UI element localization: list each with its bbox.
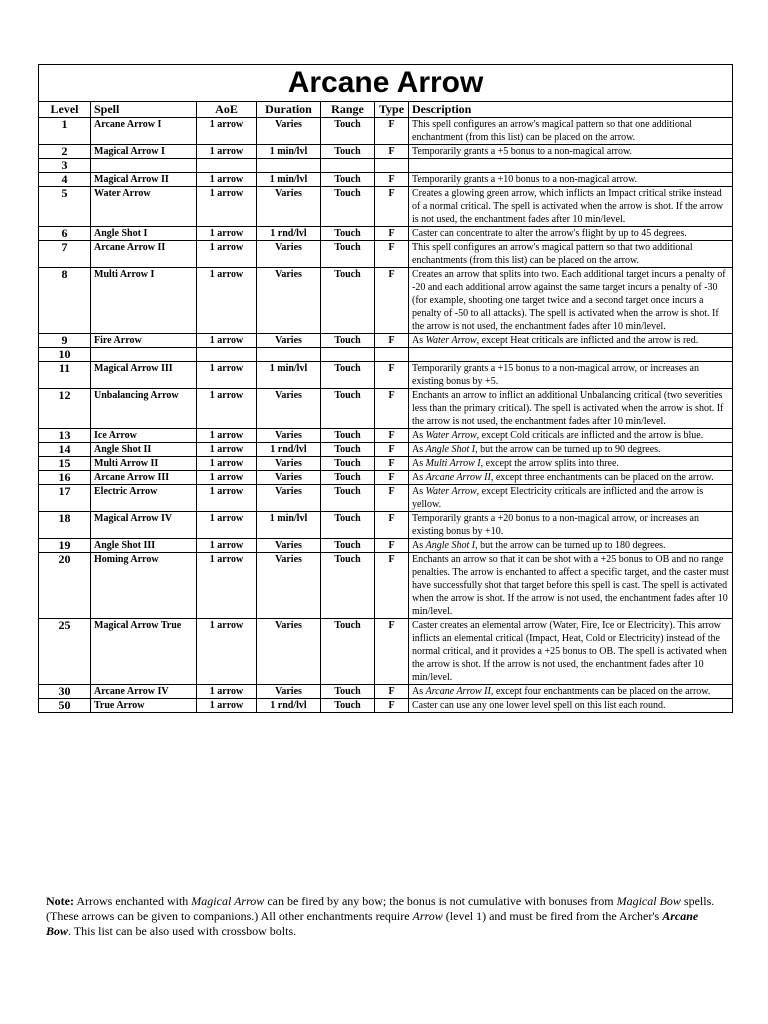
description-text: As (412, 486, 426, 497)
table-row (39, 241, 733, 268)
header-row (39, 102, 733, 118)
type-cell: F (375, 173, 409, 187)
level-cell: 2 (39, 145, 91, 159)
range-cell: Touch (321, 268, 375, 334)
description-cell: Enchants an arrow so that it can be shot with a +25 bonus to OB and no range penalties. The arrow is enchanted to affect a specific target, and the caster must have successfully shot that target before this spell is cast. The spell is activated when the arrow is shot. If the arrow is not used, the enchantment fades after 10 min/level. (409, 553, 733, 619)
table-row (39, 173, 733, 187)
note-text: can be fired by any bow; the bonus is not cumulative with bonuses from (264, 894, 617, 908)
duration-cell (257, 348, 321, 362)
description-cell (409, 348, 733, 362)
level-cell: 16 (39, 471, 91, 485)
range-cell: Touch (321, 241, 375, 268)
spell-cell: Homing Arrow (91, 553, 197, 619)
note-emphasis: Arrow (412, 909, 443, 923)
range-cell: Touch (321, 471, 375, 485)
range-cell: Touch (321, 457, 375, 471)
type-cell: F (375, 485, 409, 512)
description-cell: Temporarily grants a +10 bonus to a non-magical arrow. (409, 173, 733, 187)
level-cell: 3 (39, 159, 91, 173)
description-cell: Caster can use any one lower level spell on this list each round. (409, 699, 733, 713)
spell-cell: Multi Arrow II (91, 457, 197, 471)
header-description: Description (409, 102, 733, 118)
description-text: , but the arrow can be turned up to 180 degrees. (475, 540, 666, 551)
description-cell: Temporarily grants a +20 bonus to a non-magical arrow, or increases an existing bonus by +10. (409, 512, 733, 539)
type-cell: F (375, 471, 409, 485)
description-emphasis: Multi Arrow I (425, 458, 481, 469)
table-row (39, 685, 733, 699)
aoe-cell: 1 arrow (197, 145, 257, 159)
spell-cell: Arcane Arrow II (91, 241, 197, 268)
duration-cell: Varies (257, 485, 321, 512)
description-cell: This spell configures an arrow's magical pattern so that one additional enchantment (from this list) can be placed on the arrow. (409, 118, 733, 145)
level-cell: 7 (39, 241, 91, 268)
description-cell (409, 685, 733, 699)
aoe-cell: 1 arrow (197, 268, 257, 334)
level-cell: 4 (39, 173, 91, 187)
duration-cell: 1 min/lvl (257, 173, 321, 187)
range-cell: Touch (321, 539, 375, 553)
note-emphasis: Arcane Bow (46, 909, 699, 938)
duration-cell (257, 159, 321, 173)
table-row (39, 145, 733, 159)
aoe-cell (197, 159, 257, 173)
aoe-cell: 1 arrow (197, 485, 257, 512)
level-cell: 50 (39, 699, 91, 713)
level-cell: 20 (39, 553, 91, 619)
table-row (39, 429, 733, 443)
aoe-cell: 1 arrow (197, 619, 257, 685)
level-cell: 9 (39, 334, 91, 348)
table-row (39, 159, 733, 173)
spell-cell: True Arrow (91, 699, 197, 713)
level-cell: 25 (39, 619, 91, 685)
range-cell: Touch (321, 699, 375, 713)
level-cell: 10 (39, 348, 91, 362)
table-row (39, 512, 733, 539)
spell-table (38, 64, 733, 713)
spell-cell: Magical Arrow I (91, 145, 197, 159)
aoe-cell: 1 arrow (197, 334, 257, 348)
type-cell (375, 348, 409, 362)
duration-cell: Varies (257, 471, 321, 485)
description-cell: Temporarily grants a +5 bonus to a non-magical arrow. (409, 145, 733, 159)
type-cell: F (375, 118, 409, 145)
aoe-cell: 1 arrow (197, 173, 257, 187)
type-cell: F (375, 553, 409, 619)
level-cell: 18 (39, 512, 91, 539)
note-text: Arrows enchanted with (73, 894, 192, 908)
spell-cell: Fire Arrow (91, 334, 197, 348)
description-cell: Enchants an arrow to inflict an additional Unbalancing critical (two severities less than the primary critical). The spell is activated when the arrow is shot. If the arrow is not used, the enchantment fades after 10 min/level. (409, 389, 733, 429)
duration-cell: 1 min/lvl (257, 362, 321, 389)
description-text: As (412, 444, 426, 455)
aoe-cell: 1 arrow (197, 362, 257, 389)
header-duration: Duration (257, 102, 321, 118)
description-emphasis: Water Arrow (425, 335, 477, 346)
table-row (39, 471, 733, 485)
description-text: As (412, 458, 426, 469)
duration-cell: 1 min/lvl (257, 145, 321, 159)
duration-cell: Varies (257, 334, 321, 348)
description-text: , except Cold criticals are inflicted and the arrow is blue. (476, 430, 704, 441)
duration-cell: Varies (257, 553, 321, 619)
level-cell: 11 (39, 362, 91, 389)
description-text: As (412, 540, 426, 551)
duration-cell: Varies (257, 187, 321, 227)
header-level: Level (39, 102, 91, 118)
duration-cell: Varies (257, 619, 321, 685)
range-cell: Touch (321, 145, 375, 159)
type-cell: F (375, 619, 409, 685)
description-cell (409, 443, 733, 457)
duration-cell: 1 rnd/lvl (257, 443, 321, 457)
type-cell: F (375, 187, 409, 227)
spell-cell: Magical Arrow II (91, 173, 197, 187)
type-cell: F (375, 389, 409, 429)
aoe-cell: 1 arrow (197, 227, 257, 241)
type-cell: F (375, 227, 409, 241)
header-type: Type (375, 102, 409, 118)
spell-cell: Angle Shot I (91, 227, 197, 241)
description-emphasis: Angle Shot I (425, 444, 476, 455)
duration-cell: Varies (257, 389, 321, 429)
aoe-cell: 1 arrow (197, 241, 257, 268)
type-cell: F (375, 512, 409, 539)
type-cell: F (375, 334, 409, 348)
description-emphasis: Angle Shot I (425, 540, 476, 551)
type-cell (375, 159, 409, 173)
duration-cell: Varies (257, 457, 321, 471)
type-cell: F (375, 457, 409, 471)
spell-cell: Unbalancing Arrow (91, 389, 197, 429)
description-text: , except the arrow splits into three. (480, 458, 619, 469)
header-spell: Spell (91, 102, 197, 118)
spell-cell: Arcane Arrow III (91, 471, 197, 485)
aoe-cell (197, 348, 257, 362)
description-text: , except three enchantments can be placed on the arrow. (490, 472, 714, 483)
range-cell: Touch (321, 334, 375, 348)
range-cell: Touch (321, 389, 375, 429)
table-row (39, 485, 733, 512)
level-cell: 6 (39, 227, 91, 241)
range-cell: Touch (321, 485, 375, 512)
aoe-cell: 1 arrow (197, 553, 257, 619)
table-row (39, 118, 733, 145)
aoe-cell: 1 arrow (197, 457, 257, 471)
aoe-cell: 1 arrow (197, 443, 257, 457)
aoe-cell: 1 arrow (197, 187, 257, 227)
level-cell: 14 (39, 443, 91, 457)
spell-cell: Ice Arrow (91, 429, 197, 443)
note-emphasis: Magical Arrow (191, 894, 265, 908)
table-row (39, 348, 733, 362)
aoe-cell: 1 arrow (197, 429, 257, 443)
level-cell: 15 (39, 457, 91, 471)
aoe-cell: 1 arrow (197, 512, 257, 539)
spell-cell: Magical Arrow IV (91, 512, 197, 539)
spell-cell (91, 159, 197, 173)
description-cell: Creates a glowing green arrow, which inflicts an Impact critical strike instead of a normal critical. The spell is activated when the arrow is shot. If the arrow is not used, the enchantment fades after 10 min/level. (409, 187, 733, 227)
type-cell: F (375, 429, 409, 443)
type-cell: F (375, 241, 409, 268)
description-cell (409, 159, 733, 173)
aoe-cell: 1 arrow (197, 685, 257, 699)
description-text: , except Heat criticals are inflicted and the arrow is red. (476, 335, 699, 346)
range-cell (321, 159, 375, 173)
description-cell (409, 485, 733, 512)
description-text: As (412, 472, 426, 483)
header-range: Range (321, 102, 375, 118)
description-text: , except Electricity criticals are inflicted and the arrow is yellow. (412, 486, 704, 510)
range-cell: Touch (321, 619, 375, 685)
description-cell (409, 334, 733, 348)
table-row (39, 553, 733, 619)
table-row (39, 389, 733, 429)
note-text: . This list can be also used with crossbow bolts. (68, 924, 297, 938)
type-cell: F (375, 362, 409, 389)
note-label: Note: (46, 894, 74, 908)
level-cell: 12 (39, 389, 91, 429)
spell-cell: Magical Arrow III (91, 362, 197, 389)
level-cell: 19 (39, 539, 91, 553)
spell-cell (91, 348, 197, 362)
description-emphasis: Arcane Arrow II (425, 472, 491, 483)
table-row (39, 539, 733, 553)
spell-cell: Arcane Arrow IV (91, 685, 197, 699)
type-cell: F (375, 539, 409, 553)
level-cell: 17 (39, 485, 91, 512)
level-cell: 30 (39, 685, 91, 699)
range-cell: Touch (321, 685, 375, 699)
aoe-cell: 1 arrow (197, 118, 257, 145)
table-row (39, 457, 733, 471)
type-cell: F (375, 145, 409, 159)
aoe-cell: 1 arrow (197, 389, 257, 429)
table-row (39, 443, 733, 457)
range-cell: Touch (321, 187, 375, 227)
description-cell: Temporarily grants a +15 bonus to a non-magical arrow, or increases an existing bonus by +5. (409, 362, 733, 389)
description-emphasis: Water Arrow (425, 430, 477, 441)
table-row (39, 227, 733, 241)
spell-cell: Magical Arrow True (91, 619, 197, 685)
description-cell (409, 429, 733, 443)
range-cell (321, 348, 375, 362)
duration-cell: Varies (257, 539, 321, 553)
duration-cell: Varies (257, 268, 321, 334)
type-cell: F (375, 268, 409, 334)
spell-cell: Arcane Arrow I (91, 118, 197, 145)
range-cell: Touch (321, 553, 375, 619)
note-text: spells. (These arrows can be given to companions.) All other enchantments require (46, 894, 715, 923)
spell-cell: Multi Arrow I (91, 268, 197, 334)
page-title: Arcane Arrow (39, 65, 733, 102)
spell-cell: Electric Arrow (91, 485, 197, 512)
type-cell: F (375, 699, 409, 713)
description-text: As (412, 430, 426, 441)
type-cell: F (375, 685, 409, 699)
spell-cell: Water Arrow (91, 187, 197, 227)
range-cell: Touch (321, 429, 375, 443)
level-cell: 1 (39, 118, 91, 145)
level-cell: 13 (39, 429, 91, 443)
spell-list-sheet (38, 64, 732, 713)
range-cell: Touch (321, 362, 375, 389)
description-cell (409, 539, 733, 553)
note-emphasis: Magical Bow (616, 894, 681, 908)
description-text: As (412, 686, 426, 697)
range-cell: Touch (321, 512, 375, 539)
range-cell: Touch (321, 443, 375, 457)
spell-cell: Angle Shot III (91, 539, 197, 553)
header-aoe: AoE (197, 102, 257, 118)
note-text: (level 1) and must be fired from the Archer's (442, 909, 663, 923)
description-text: As (412, 335, 426, 346)
duration-cell: Varies (257, 685, 321, 699)
description-cell: Caster can concentrate to alter the arrow's flight by up to 45 degrees. (409, 227, 733, 241)
description-cell: Caster creates an elemental arrow (Water, Fire, Ice or Electricity). This arrow inflicts an elemental critical (Impact, Heat, Cold or Electricity) instead of the normal critical, and it provides a +25 bonus to OB. The spell is activated when the arrow is shot. If the arrow is not used, the enchantment fades after 10 min/level. (409, 619, 733, 685)
duration-cell: Varies (257, 118, 321, 145)
duration-cell: 1 rnd/lvl (257, 699, 321, 713)
description-cell (409, 457, 733, 471)
range-cell: Touch (321, 173, 375, 187)
level-cell: 5 (39, 187, 91, 227)
spell-cell: Angle Shot II (91, 443, 197, 457)
table-row (39, 334, 733, 348)
table-row (39, 268, 733, 334)
aoe-cell: 1 arrow (197, 471, 257, 485)
description-cell: This spell configures an arrow's magical pattern so that two additional enchantments (from this list) can be placed on the arrow. (409, 241, 733, 268)
table-row (39, 362, 733, 389)
table-row (39, 187, 733, 227)
range-cell: Touch (321, 227, 375, 241)
description-emphasis: Water Arrow (425, 486, 477, 497)
aoe-cell: 1 arrow (197, 699, 257, 713)
description-cell (409, 471, 733, 485)
type-cell: F (375, 443, 409, 457)
description-cell: Creates an arrow that splits into two. Each additional target incurs a penalty of -20 and each additional arrow against the same target incurs a penalty of -30 (for example, shooting one target twice and a second target once incurs a penalty of -50 to all attacks). The spell is activated when the arrow is shot. If the arrow is not used, the enchantment fades after 10 min/level. (409, 268, 733, 334)
table-row (39, 619, 733, 685)
description-emphasis: Arcane Arrow II (425, 686, 491, 697)
duration-cell: Varies (257, 241, 321, 268)
aoe-cell: 1 arrow (197, 539, 257, 553)
description-text: , except four enchantments can be placed on the arrow. (490, 686, 711, 697)
description-text: , but the arrow can be turned up to 90 degrees. (475, 444, 661, 455)
duration-cell: 1 rnd/lvl (257, 227, 321, 241)
range-cell: Touch (321, 118, 375, 145)
table-row (39, 699, 733, 713)
footnote (46, 894, 726, 939)
duration-cell: 1 min/lvl (257, 512, 321, 539)
level-cell: 8 (39, 268, 91, 334)
duration-cell: Varies (257, 429, 321, 443)
